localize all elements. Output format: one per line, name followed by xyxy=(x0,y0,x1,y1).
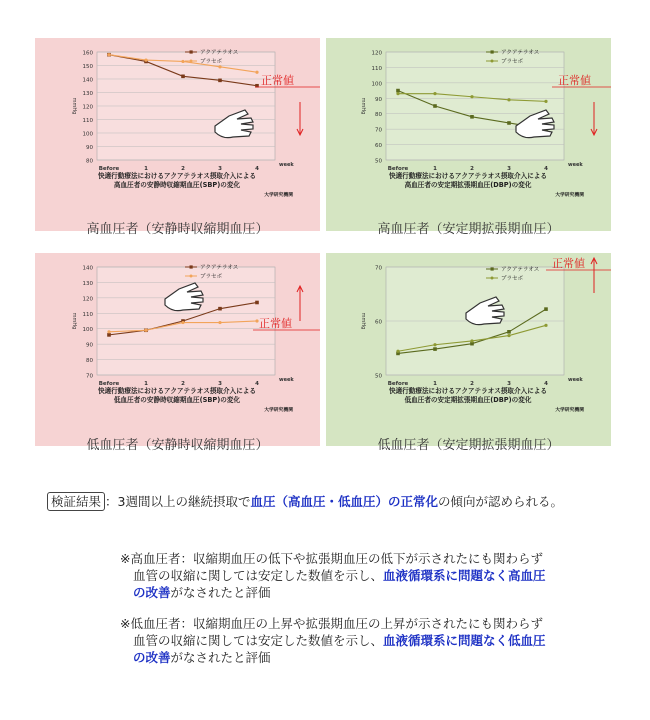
result-tag: 検証結果 xyxy=(47,492,105,511)
x-tick-label: 3 xyxy=(218,166,222,172)
data-point xyxy=(544,324,547,327)
data-point xyxy=(433,347,437,351)
note-low-line2-b: 血液循環系に問題なく低血圧 xyxy=(383,633,546,648)
note-high-line1: ※高血圧者：収縮期血圧の低下や拡張期血圧の低下が示されたにも関わらず xyxy=(120,551,543,566)
note-low-line3 xyxy=(120,649,620,666)
x-tick-label: 4 xyxy=(255,166,259,172)
chart-title: 快適行動療法におけるアクアテラオス摂取介入による xyxy=(389,172,547,180)
x-tick-label: 1 xyxy=(433,381,437,387)
y-tick-label: 70 xyxy=(375,127,382,134)
legend-label: プラセボ xyxy=(200,59,223,65)
legend-label: アクアテラオス xyxy=(200,50,239,56)
legend-label: アクアテラオス xyxy=(501,50,540,56)
note-low-line2 xyxy=(120,632,620,649)
x-axis-label: week xyxy=(279,162,294,168)
y-tick-label: 70 xyxy=(86,373,93,380)
chart-title: 快適行動療法におけるアクアテラオス摂取介入による xyxy=(98,387,256,395)
y-tick-label: 150 xyxy=(82,64,93,70)
caption-high-sbp: 高血圧者（安静時収縮期血圧） xyxy=(86,222,269,237)
legend-marker xyxy=(190,275,193,278)
y-tick-label: 60 xyxy=(375,319,382,326)
x-tick-label: 2 xyxy=(470,381,474,387)
plot-area xyxy=(386,52,564,160)
y-tick-label: 160 xyxy=(82,50,93,57)
data-point xyxy=(107,330,110,333)
chart-source: 大学研究機関 xyxy=(264,408,293,413)
y-tick-label: 60 xyxy=(375,143,382,150)
caption-low-sbp: 低血圧者（安静時収縮期血圧） xyxy=(86,438,269,453)
data-point xyxy=(218,321,221,324)
note-high-line2 xyxy=(120,567,620,584)
legend-label: アクアテラオス xyxy=(200,265,239,271)
data-point xyxy=(218,79,222,83)
x-axis-label: week xyxy=(279,377,294,383)
y-tick-label: 120 xyxy=(82,104,93,111)
x-tick-label: 1 xyxy=(144,166,148,172)
result-highlight: 血圧（高血圧・低血圧）の正常化 xyxy=(250,494,438,509)
x-tick-label: Before xyxy=(98,381,120,387)
legend-label: プラセボ xyxy=(200,274,223,280)
x-tick-label: 3 xyxy=(507,166,511,172)
x-tick-label: 4 xyxy=(544,381,548,387)
y-tick-label: 80 xyxy=(86,158,93,165)
data-point xyxy=(181,60,184,63)
note-high-line3 xyxy=(120,584,620,601)
y-tick-label: 110 xyxy=(82,118,93,124)
note-high-line3-a: の改善 xyxy=(133,585,171,600)
data-point xyxy=(107,53,110,56)
legend-label: プラセボ xyxy=(501,276,524,282)
data-point xyxy=(470,339,473,342)
data-point xyxy=(433,92,436,95)
legend-marker xyxy=(491,50,494,53)
chart-panel-low-dbp xyxy=(326,253,611,446)
data-point xyxy=(218,65,221,68)
y-tick-label: 120 xyxy=(371,50,382,57)
data-point xyxy=(544,307,548,311)
note-high-line2-b: 血液循環系に問題なく高血圧 xyxy=(383,568,546,583)
normal-value-label: 正常値 xyxy=(552,257,585,270)
chart-svg xyxy=(326,38,611,231)
y-tick-label: 130 xyxy=(82,91,93,97)
data-point xyxy=(470,115,474,119)
data-point xyxy=(507,330,511,334)
x-tick-label: 4 xyxy=(255,381,259,387)
x-axis-label: week xyxy=(568,377,583,383)
normal-value-label: 正常値 xyxy=(558,74,591,87)
x-tick-label: 2 xyxy=(181,381,185,387)
chart-subtitle: 低血圧者の安定期拡張期血圧(DBP)の変化 xyxy=(404,396,532,404)
data-point xyxy=(181,321,184,324)
y-tick-label: 100 xyxy=(371,81,382,88)
chart-title: 快適行動療法におけるアクアテラオス摂取介入による xyxy=(389,387,547,395)
y-tick-label: 80 xyxy=(86,358,93,365)
normal-value-label: 正常値 xyxy=(261,74,294,87)
y-tick-label: 50 xyxy=(375,158,382,165)
chart-panel-high-sbp xyxy=(35,38,320,231)
data-point xyxy=(507,334,510,337)
legend-marker xyxy=(190,265,193,268)
x-tick-label: Before xyxy=(387,381,409,387)
x-tick-label: Before xyxy=(387,166,409,172)
chart-source: 大学研究機関 xyxy=(555,193,584,198)
x-tick-label: Before xyxy=(98,166,120,172)
data-point xyxy=(107,333,111,337)
chart-source: 大学研究機関 xyxy=(555,408,584,413)
caption-low-dbp: 低血圧者（安定期拡張期血圧） xyxy=(377,438,560,453)
y-tick-label: 110 xyxy=(371,65,382,72)
data-point xyxy=(396,350,399,353)
note-low xyxy=(120,615,620,666)
y-tick-label: 70 xyxy=(375,265,382,272)
chart-source: 大学研究機関 xyxy=(264,193,293,198)
y-tick-label: 110 xyxy=(82,311,93,318)
x-tick-label: 3 xyxy=(218,381,222,387)
y-tick-label: 140 xyxy=(82,77,93,84)
result-text-b: の傾向が認められる。 xyxy=(438,494,564,509)
data-point xyxy=(181,75,185,79)
y-tick-label: 130 xyxy=(82,280,93,287)
data-point xyxy=(507,98,510,101)
note-low-line2-a: 血管の収縮に関しては安定した数値を示し、 xyxy=(133,633,384,648)
data-point xyxy=(144,329,147,332)
legend-marker xyxy=(190,60,193,63)
chart-svg xyxy=(35,253,320,446)
chart-svg xyxy=(326,253,611,446)
chart-panel-low-sbp xyxy=(35,253,320,446)
y-tick-label: 80 xyxy=(375,112,382,119)
x-tick-label: 2 xyxy=(470,166,474,172)
note-high-line3-b: がなされたと評価 xyxy=(170,585,271,600)
y-tick-label: 100 xyxy=(82,131,93,138)
data-point xyxy=(255,301,259,305)
note-high xyxy=(120,550,620,601)
data-point xyxy=(433,343,436,346)
y-tick-label: 120 xyxy=(82,296,93,303)
data-point xyxy=(507,121,511,125)
chart-panel-high-dbp xyxy=(326,38,611,231)
y-tick-label: 90 xyxy=(86,342,93,349)
chart-subtitle: 高血圧者の安静時収縮期血圧(SBP)の変化 xyxy=(113,181,241,189)
data-point xyxy=(218,307,222,311)
normal-value-label: 正常値 xyxy=(259,317,292,330)
data-point xyxy=(470,95,473,98)
data-point xyxy=(255,71,258,74)
result-text-a: ：3週間以上の継続摂取で xyxy=(105,494,251,509)
x-tick-label: 2 xyxy=(181,166,185,172)
legend-marker xyxy=(491,267,494,270)
data-point xyxy=(433,104,437,108)
chart-subtitle: 高血圧者の安定期拡張期血圧(DBP)の変化 xyxy=(404,181,532,189)
legend-label: プラセボ xyxy=(501,59,524,65)
x-tick-label: 3 xyxy=(507,381,511,387)
data-point xyxy=(396,89,400,93)
legend-marker xyxy=(491,277,494,280)
chart-svg xyxy=(35,38,320,231)
note-high-line2-a: 血管の収縮に関しては安定した数値を示し、 xyxy=(133,568,384,583)
result-line xyxy=(47,492,563,510)
legend-marker xyxy=(491,60,494,63)
y-tick-label: 50 xyxy=(375,373,382,380)
note-low-line3-b: がなされたと評価 xyxy=(170,650,271,665)
x-tick-label: 1 xyxy=(144,381,148,387)
y-axis-label: mmHg xyxy=(71,312,77,330)
x-tick-label: 1 xyxy=(433,166,437,172)
chart-subtitle: 低血圧者の安静時収縮期血圧(SBP)の変化 xyxy=(113,396,241,404)
x-axis-label: week xyxy=(568,162,583,168)
data-point xyxy=(544,100,547,103)
data-point xyxy=(144,59,147,62)
y-axis-label: mmHg xyxy=(71,97,77,115)
legend-marker xyxy=(190,50,193,53)
note-low-line1: ※低血圧者：収縮期血圧の上昇や拡張期血圧の上昇が示されたにも関わらず xyxy=(120,616,543,631)
caption-high-dbp: 高血圧者（安定期拡張期血圧） xyxy=(377,222,560,237)
y-tick-label: 90 xyxy=(375,96,382,103)
data-point xyxy=(396,92,399,95)
y-axis-label: mmHg xyxy=(360,97,366,115)
y-tick-label: 140 xyxy=(82,265,93,272)
note-low-line3-a: の改善 xyxy=(133,650,171,665)
x-tick-label: 4 xyxy=(544,166,548,172)
y-tick-label: 100 xyxy=(82,327,93,334)
chart-title: 快適行動療法におけるアクアテラオス摂取介入による xyxy=(98,172,256,180)
y-axis-label: mmHg xyxy=(360,312,366,330)
y-tick-label: 90 xyxy=(86,145,93,151)
legend-label: アクアテラオス xyxy=(501,267,540,273)
